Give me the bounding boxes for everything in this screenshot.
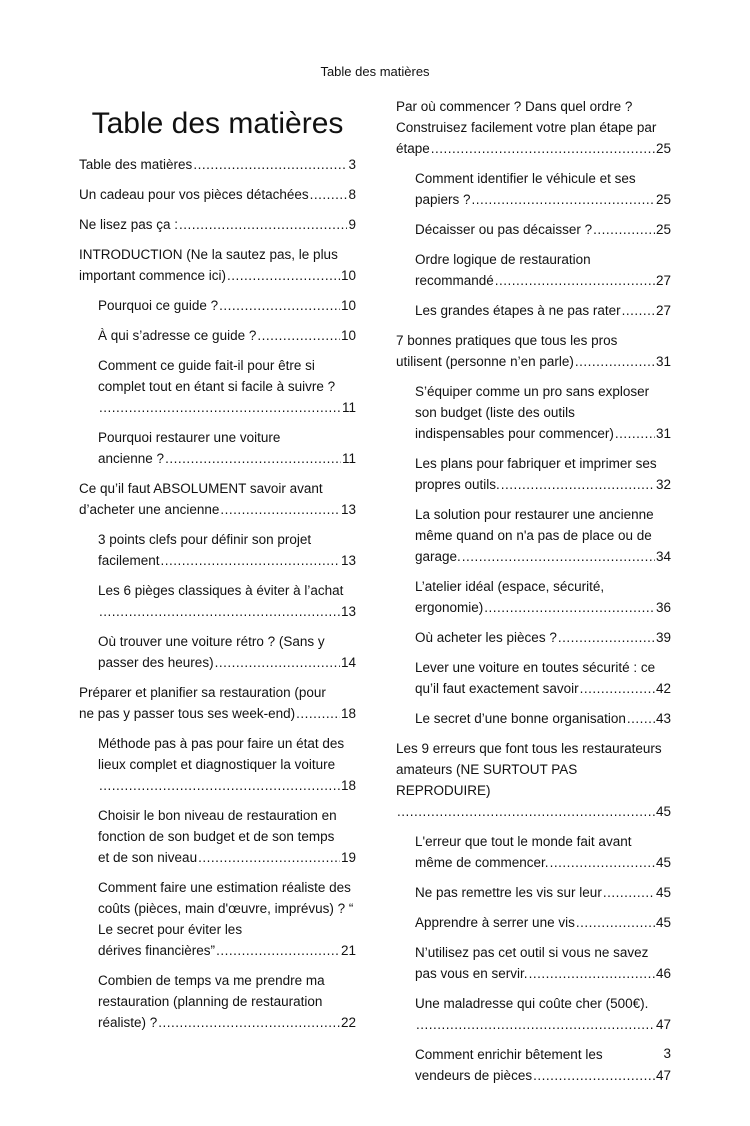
dot-leader — [161, 550, 340, 571]
toc-entry-title-tail: Pourquoi ce guide ? — [98, 298, 219, 313]
toc-right-column — [396, 96, 671, 1095]
toc-entry-line — [98, 397, 356, 418]
toc-entry-line — [415, 708, 671, 729]
toc-entry-title-tail: Table des matières — [79, 157, 193, 172]
dot-leader — [558, 627, 655, 648]
toc-entry-page-number: 10 — [340, 328, 356, 343]
toc-title: Table des matières — [91, 107, 344, 140]
toc-entry-page-number: 13 — [340, 553, 356, 568]
toc-entry-title: Les plans pour fabriquer et imprimer ses — [415, 456, 657, 471]
dot-leader — [622, 300, 655, 321]
toc-entry[interactable] — [98, 580, 356, 622]
toc-entry-title-tail: Ne pas remettre les vis sur leur — [415, 885, 602, 900]
running-header: Table des matières — [320, 64, 430, 79]
toc-entry[interactable] — [415, 219, 671, 240]
toc-entry-title: Préparer et planifier sa restauration (pour — [79, 685, 326, 700]
toc-entry[interactable] — [415, 453, 671, 495]
toc-entry-page-number: 47 — [655, 1017, 671, 1032]
toc-entry-line — [98, 652, 356, 673]
toc-entry-line — [415, 300, 671, 321]
toc-entry-line — [98, 847, 356, 868]
toc-entry-page-number: 11 — [341, 400, 356, 415]
toc-entry-title-tail: même de commencer. — [415, 855, 549, 870]
toc-entry-title-tail: pas vous en servir. — [415, 966, 528, 981]
toc-entry-title: Comment identifier le véhicule et ses — [415, 171, 636, 186]
toc-entry-line — [415, 852, 671, 873]
toc-entry-line — [79, 184, 356, 205]
toc-entry[interactable] — [98, 805, 356, 868]
toc-entry[interactable] — [396, 738, 671, 822]
toc-entry[interactable] — [98, 733, 356, 796]
toc-entry-title-tail: garage. — [415, 549, 461, 564]
toc-entry[interactable] — [79, 214, 356, 235]
toc-entry-page-number: 10 — [340, 298, 356, 313]
toc-entry[interactable] — [79, 184, 356, 205]
toc-entry-line — [98, 448, 356, 469]
toc-entry-line — [98, 550, 356, 571]
toc-entry-line — [415, 1014, 671, 1035]
toc-entry-title: Ordre logique de restauration — [415, 252, 591, 267]
toc-entry[interactable] — [415, 882, 671, 903]
toc-entry-line — [415, 963, 671, 984]
toc-entry[interactable] — [98, 325, 356, 346]
toc-entry-line — [79, 265, 356, 286]
toc-entry-line — [415, 912, 671, 933]
toc-entry-line — [396, 801, 671, 822]
toc-entry[interactable] — [415, 381, 671, 444]
toc-entry-page-number: 11 — [341, 451, 356, 466]
toc-entry-title: S’équiper comme un pro sans exploser son budget (liste des outils — [415, 384, 650, 420]
toc-entry-title: Méthode pas à pas pour faire un état des lieux complet et diagnostiquer la voiture — [98, 736, 345, 772]
toc-entry[interactable] — [98, 877, 356, 961]
dot-leader — [576, 912, 655, 933]
toc-entry-title: N’utilisez pas cet outil si vous ne savez — [415, 945, 649, 960]
toc-entry-title: Comment enrichir bêtement les — [415, 1047, 603, 1062]
toc-entry-title-tail: passer des heures) — [98, 655, 214, 670]
toc-entry-line — [98, 775, 356, 796]
dot-leader — [615, 423, 655, 444]
toc-entry-title: La solution pour restaurer une ancienne même quand on n'a pas de place ou de — [415, 507, 654, 543]
toc-entry-title: 3 points clefs pour définir son projet — [98, 532, 312, 547]
toc-entry[interactable] — [98, 295, 356, 316]
dot-leader — [484, 597, 655, 618]
toc-entry-line — [415, 882, 671, 903]
toc-entry-title: Une maladresse qui coûte cher (500€). — [415, 996, 649, 1011]
toc-entry-title-tail: ne pas y passer tous ses week-end) — [79, 706, 296, 721]
toc-entry-page-number: 46 — [655, 966, 671, 981]
toc-entry-line — [415, 627, 671, 648]
toc-entry-page-number: 14 — [340, 655, 356, 670]
toc-entry-line — [79, 703, 356, 724]
toc-entry[interactable] — [98, 427, 356, 469]
toc-entry-title-tail: recommandé — [415, 273, 494, 288]
toc-entry-page-number: 34 — [655, 549, 671, 564]
toc-entry-title-tail: indispensables pour commencer) — [415, 426, 614, 441]
toc-entry[interactable] — [396, 330, 671, 372]
toc-entry-page-number: 45 — [655, 855, 671, 870]
toc-entry-line — [79, 154, 356, 175]
dot-leader — [495, 270, 655, 291]
toc-entry-page-number: 18 — [340, 778, 356, 793]
dot-leader — [296, 703, 340, 724]
dot-leader — [533, 1065, 655, 1086]
toc-entry[interactable] — [415, 300, 671, 321]
toc-entry-title-tail: réaliste) ? — [98, 1015, 158, 1030]
toc-left-column — [79, 96, 356, 1042]
toc-entry-title-tail: qu’il faut exactement savoir — [415, 681, 579, 696]
toc-entry-line — [79, 499, 356, 520]
toc-entry-line — [415, 597, 671, 618]
toc-entry-title-tail: vendeurs de pièces — [415, 1068, 533, 1083]
toc-entry-page-number: 27 — [655, 303, 671, 318]
toc-entry[interactable] — [415, 831, 671, 873]
toc-entry[interactable] — [79, 154, 356, 175]
dot-leader — [158, 1012, 340, 1033]
toc-entry-page-number: 10 — [340, 268, 356, 283]
toc-entry-page-number: 13 — [340, 502, 356, 517]
dot-leader — [431, 138, 655, 159]
toc-entry-title-tail: Les grandes étapes à ne pas rater — [415, 303, 621, 318]
toc-entry-page-number: 45 — [655, 915, 671, 930]
dot-leader — [219, 295, 340, 316]
toc-entry-title-tail: dérives financières” — [98, 943, 216, 958]
toc-entry[interactable] — [98, 355, 356, 418]
toc-entry[interactable] — [415, 168, 671, 210]
toc-entry-title: Comment faire une estimation réaliste des coûts (pièces, main d'œuvre, imprévus) ? “ Le secret pour éviter les — [98, 880, 354, 937]
toc-entry[interactable] — [98, 970, 356, 1033]
page-number: 3 — [663, 1046, 671, 1061]
toc-entry-page-number: 3 — [348, 157, 356, 172]
toc-entry[interactable] — [415, 912, 671, 933]
toc-entry-page-number: 9 — [348, 217, 356, 232]
toc-entry-title: Les 9 erreurs que font tous les restaurateurs amateurs (NE SURTOUT PAS REPRODUIRE) — [396, 741, 662, 798]
toc-entry-page-number: 25 — [655, 222, 671, 237]
toc-entry-title: Ce qu’il faut ABSOLUMENT savoir avant — [79, 481, 323, 496]
toc-entry-line — [396, 138, 671, 159]
dot-leader — [193, 154, 347, 175]
toc-entry-title: Pourquoi restaurer une voiture — [98, 430, 281, 445]
toc-entry-title-tail: Décaisser ou pas décaisser ? — [415, 222, 593, 237]
toc-entry-line — [415, 546, 671, 567]
toc-left-entries — [79, 154, 356, 1033]
toc-entry-title: Combien de temps va me prendre ma restauration (planning de restauration — [98, 973, 325, 1009]
dot-leader — [416, 1014, 655, 1035]
toc-entry[interactable] — [415, 1044, 671, 1086]
dot-leader — [627, 708, 655, 729]
toc-entry-title-tail: Ne lisez pas ça : — [79, 217, 179, 232]
toc-entry[interactable] — [415, 576, 671, 618]
toc-entry-title-tail: Où acheter les pièces ? — [415, 630, 557, 645]
dot-leader — [603, 882, 655, 903]
toc-entry-page-number: 25 — [655, 141, 671, 156]
toc-entry-title: 7 bonnes pratiques que tous les pros — [396, 333, 618, 348]
toc-entry-line — [98, 940, 356, 961]
toc-entry-line — [415, 189, 671, 210]
dot-leader — [215, 652, 340, 673]
toc-entry-title: Où trouver une voiture rétro ? (Sans y — [98, 634, 325, 649]
dot-leader — [99, 601, 340, 622]
dot-leader — [310, 184, 348, 205]
toc-entry-title: Les 6 pièges classiques à éviter à l’achat — [98, 583, 344, 598]
toc-entry-page-number: 31 — [655, 354, 671, 369]
toc-entry-title-tail: Un cadeau pour vos pièces détachées — [79, 187, 309, 202]
dot-leader — [575, 351, 655, 372]
toc-entry[interactable] — [415, 657, 671, 699]
toc-entry[interactable] — [98, 631, 356, 673]
dot-leader — [179, 214, 347, 235]
toc-entry-line — [396, 351, 671, 372]
dot-leader — [593, 219, 655, 240]
dot-leader — [501, 474, 655, 495]
dot-leader — [216, 940, 340, 961]
toc-entry-page-number: 18 — [340, 706, 356, 721]
toc-entry-page-number: 47 — [655, 1068, 671, 1083]
toc-entry-title: Lever une voiture en toutes sécurité : ce — [415, 660, 656, 675]
dot-leader — [397, 801, 655, 822]
toc-entry-title-tail: étape — [396, 141, 430, 156]
toc-entry-title-tail: Le secret d’une bonne organisation — [415, 711, 626, 726]
toc-entry-title: Choisir le bon niveau de restauration en fonction de son budget et de son temps — [98, 808, 337, 844]
toc-entry-title-tail: À qui s’adresse ce guide ? — [98, 328, 257, 343]
toc-entry-title-tail: utilisent (personne n’en parle) — [396, 354, 574, 369]
toc-entry-line — [415, 423, 671, 444]
toc-entry[interactable] — [79, 478, 356, 520]
dot-leader — [529, 963, 655, 984]
toc-entry-page-number: 13 — [340, 604, 356, 619]
toc-entry[interactable] — [79, 682, 356, 724]
toc-entry[interactable] — [415, 993, 671, 1035]
toc-entry-page-number: 8 — [348, 187, 356, 202]
dot-leader — [472, 189, 655, 210]
toc-entry[interactable] — [98, 529, 356, 571]
toc-entry-page-number: 39 — [655, 630, 671, 645]
dot-leader — [198, 847, 340, 868]
toc-entry-title-tail: papiers ? — [415, 192, 471, 207]
toc-entry-title: INTRODUCTION (Ne la sautez pas, le plus — [79, 247, 338, 262]
toc-entry-title-tail: propres outils. — [415, 477, 500, 492]
toc-entry[interactable] — [396, 96, 671, 159]
toc-entry-title-tail: facilement — [98, 553, 160, 568]
toc-entry-page-number: 22 — [340, 1015, 356, 1030]
toc-entry-title: L'erreur que tout le monde fait avant — [415, 834, 632, 849]
toc-entry-page-number: 45 — [655, 885, 671, 900]
toc-entry-title: Par où commencer ? Dans quel ordre ? Construisez facilement votre plan étape par — [396, 99, 657, 135]
toc-entry-line — [98, 325, 356, 346]
toc-entry-title-tail: ancienne ? — [98, 451, 165, 466]
toc-entry-page-number: 45 — [655, 804, 671, 819]
dot-leader — [220, 499, 340, 520]
toc-entry-page-number: 42 — [655, 681, 671, 696]
toc-entry-title-tail: d’acheter une ancienne — [79, 502, 220, 517]
dot-leader — [580, 678, 655, 699]
toc-right-entries — [396, 96, 671, 1086]
toc-entry-title-tail: ergonomie) — [415, 600, 484, 615]
toc-entry-page-number: 31 — [655, 426, 671, 441]
toc-entry-line — [98, 601, 356, 622]
dot-leader — [165, 448, 341, 469]
toc-entry-line — [415, 474, 671, 495]
dot-leader — [550, 852, 655, 873]
toc-entry-page-number: 36 — [655, 600, 671, 615]
toc-entry-title-tail: important commence ici) — [79, 268, 227, 283]
toc-entry-page-number: 21 — [340, 943, 356, 958]
dot-leader — [257, 325, 340, 346]
toc-entry-line — [415, 219, 671, 240]
toc-entry-title: Comment ce guide fait-il pour être si complet tout en étant si facile à suivre ? — [98, 358, 336, 394]
dot-leader — [99, 775, 340, 796]
toc-entry[interactable] — [415, 627, 671, 648]
toc-entry-line — [98, 295, 356, 316]
dot-leader — [462, 546, 655, 567]
toc-entry[interactable] — [415, 504, 671, 567]
toc-entry-page-number: 19 — [340, 850, 356, 865]
toc-entry-page-number: 32 — [655, 477, 671, 492]
dot-leader — [227, 265, 340, 286]
toc-entry[interactable] — [415, 249, 671, 291]
toc-entry-line — [98, 1012, 356, 1033]
toc-entry-line — [79, 214, 356, 235]
toc-entry-title: L’atelier idéal (espace, sécurité, — [415, 579, 605, 594]
toc-entry-line — [415, 678, 671, 699]
toc-entry[interactable] — [79, 244, 356, 286]
toc-entry-page-number: 27 — [655, 273, 671, 288]
toc-entry[interactable] — [415, 708, 671, 729]
toc-entry-line — [415, 1065, 671, 1086]
toc-entry-title-tail: Apprendre à serrer une vis — [415, 915, 575, 930]
dot-leader — [99, 397, 341, 418]
toc-entry-page-number: 25 — [655, 192, 671, 207]
toc-entry-title-tail: et de son niveau — [98, 850, 198, 865]
toc-entry-page-number: 43 — [655, 711, 671, 726]
toc-entry[interactable] — [415, 942, 671, 984]
toc-entry-line — [415, 270, 671, 291]
